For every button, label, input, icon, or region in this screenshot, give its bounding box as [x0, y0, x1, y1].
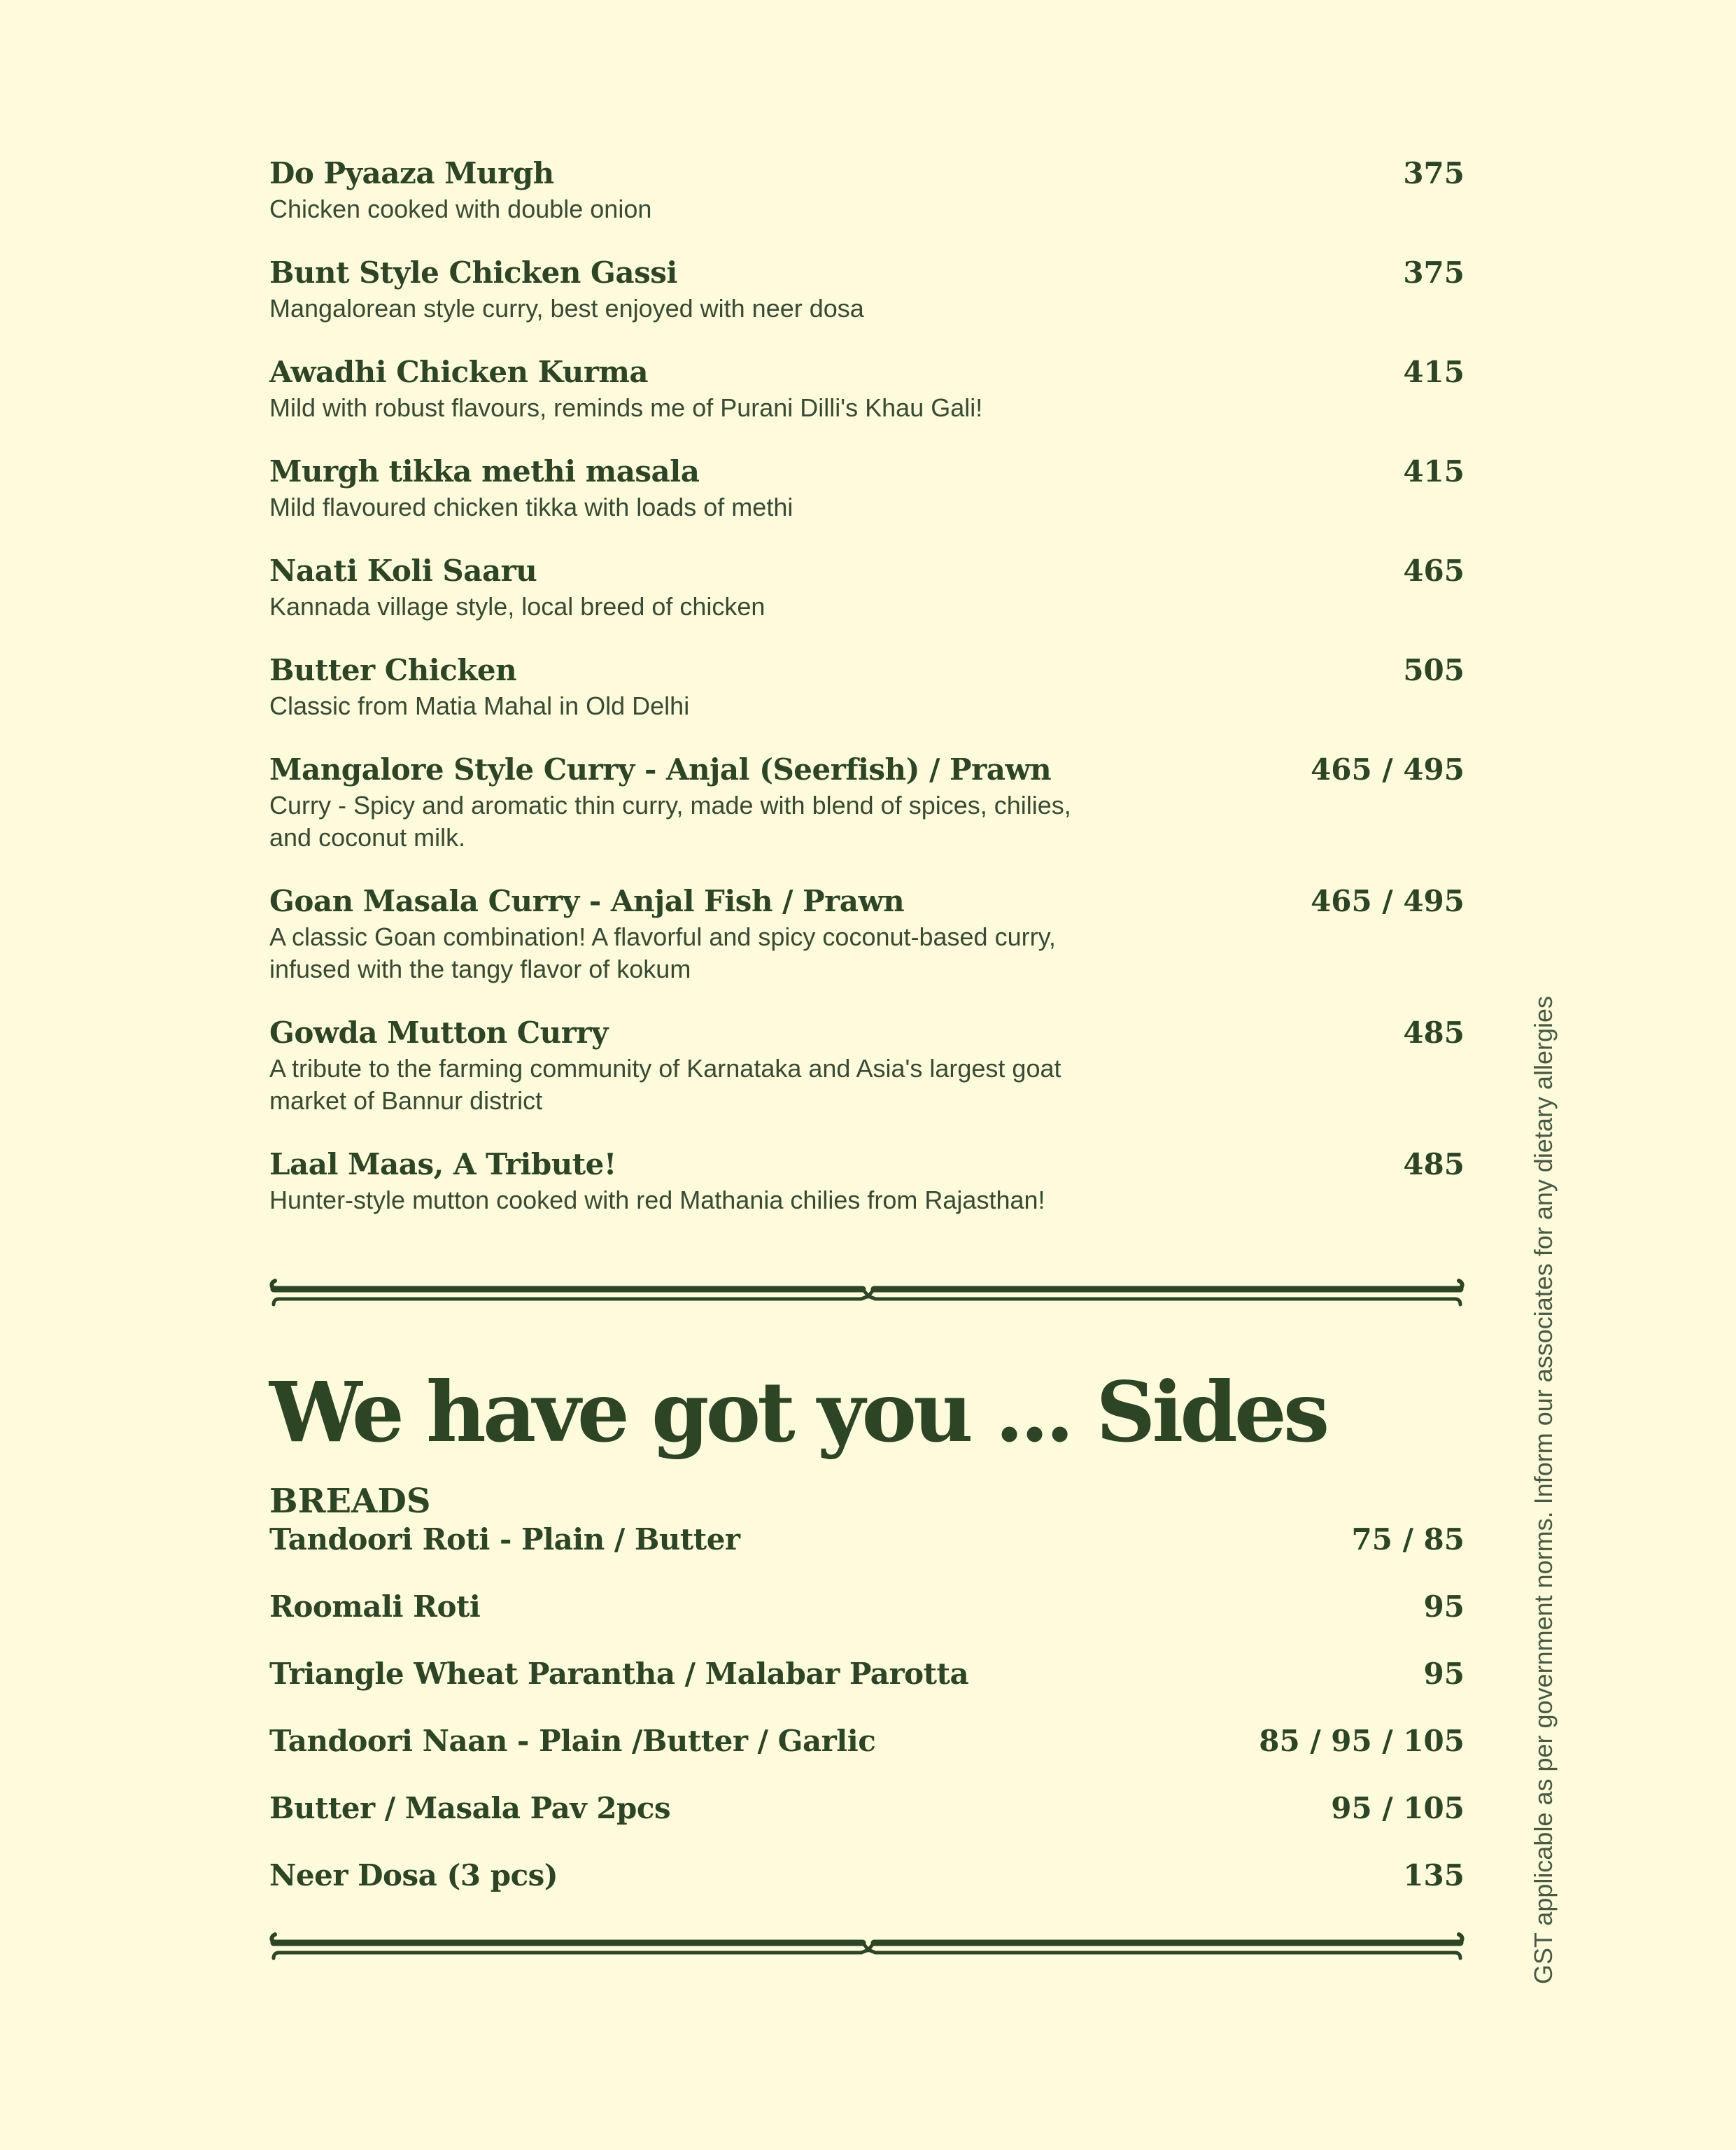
item-name: Neer Dosa (3 pcs) [269, 1858, 558, 1892]
item-name: Goan Masala Curry - Anjal Fish / Prawn [269, 884, 905, 918]
item-name: Tandoori Roti - Plain / Butter [269, 1522, 740, 1557]
mains-list [269, 155, 1465, 1216]
item-description: Kannada village style, local breed of chicken [269, 592, 765, 621]
item-name: Butter Chicken [269, 653, 517, 687]
breads-list [269, 1522, 1465, 1925]
item-name: Mangalore Style Curry - Anjal (Seerfish) / Prawn [269, 752, 1052, 787]
item-price: 485 [1403, 1016, 1465, 1050]
menu-item [269, 1656, 1465, 1723]
item-price: 375 [1403, 255, 1465, 290]
menu-item [269, 652, 1465, 722]
item-description: Mangalorean style curry, best enjoyed with neer dosa [269, 294, 864, 323]
item-description: Classic from Matia Mahal in Old Delhi [269, 691, 690, 720]
item-price: 75 / 85 [1351, 1522, 1465, 1557]
item-price: 95 [1423, 1657, 1465, 1691]
menu-item [269, 155, 1465, 225]
menu-item [269, 1857, 1465, 1925]
section-title: We have got you ... Sides [269, 1363, 1327, 1461]
ornamental-divider [268, 1932, 1466, 1968]
item-name: Bunt Style Chicken Gassi [269, 255, 677, 290]
section-label-breads: BREADS [269, 1482, 431, 1521]
item-description: A tribute to the farming community of Karnataka and Asia's largest goat market of Bannur district [269, 1054, 1061, 1115]
item-name: Laal Maas, A Tribute! [269, 1147, 616, 1181]
item-price: 465 / 495 [1311, 752, 1465, 787]
item-price: 135 [1403, 1858, 1465, 1892]
menu-content [269, 155, 1465, 1968]
item-name: Murgh tikka methi masala [269, 454, 700, 489]
item-price: 375 [1403, 156, 1465, 190]
item-name: Roomali Roti [269, 1589, 481, 1624]
menu-item [269, 1589, 1465, 1656]
item-description: A classic Goan combination! A flavorful and spicy coconut-based curry, infused with the tangy flavor of kokum [269, 922, 1056, 983]
item-price: 505 [1403, 653, 1465, 687]
item-price: 465 / 495 [1311, 884, 1465, 918]
item-name: Do Pyaaza Murgh [269, 156, 554, 190]
item-name: Gowda Mutton Curry [269, 1016, 608, 1050]
item-description: Mild with robust flavours, reminds me of Purani Dilli's Khau Gali! [269, 393, 983, 422]
item-price: 85 / 95 / 105 [1259, 1724, 1465, 1758]
item-name: Naati Koli Saaru [269, 554, 537, 588]
item-name: Awadhi Chicken Kurma [269, 355, 649, 389]
item-description: Chicken cooked with double onion [269, 195, 652, 223]
menu-item [269, 354, 1465, 424]
item-price: 415 [1403, 355, 1465, 389]
item-price: 95 [1423, 1589, 1465, 1624]
item-description: Curry - Spicy and aromatic thin curry, made with blend of spices, chilies, and coconut milk. [269, 791, 1071, 852]
item-name: Tandoori Naan - Plain /Butter / Garlic [269, 1724, 876, 1758]
menu-item [269, 255, 1465, 325]
item-name: Triangle Wheat Parantha / Malabar Parotta [269, 1657, 969, 1691]
menu-item [269, 1015, 1465, 1117]
item-description: Hunter-style mutton cooked with red Mathania chilies from Rajasthan! [269, 1186, 1045, 1214]
item-price: 95 / 105 [1331, 1791, 1465, 1825]
menu-item [269, 1522, 1465, 1589]
gst-footnote: GST applicable as per government norms. Inform our associates for any dietary allergies [1529, 996, 1558, 1984]
menu-item [269, 883, 1465, 985]
menu-item [269, 454, 1465, 524]
item-name: Butter / Masala Pav 2pcs [269, 1791, 671, 1825]
menu-item [269, 1146, 1465, 1216]
ornamental-divider [268, 1278, 1466, 1314]
item-price: 415 [1403, 454, 1465, 489]
item-price: 465 [1403, 554, 1465, 588]
menu-item [269, 1723, 1465, 1790]
item-price: 485 [1403, 1147, 1465, 1181]
item-description: Mild flavoured chicken tikka with loads of methi [269, 493, 793, 521]
menu-item [269, 1790, 1465, 1857]
menu-item [269, 553, 1465, 623]
menu-item [269, 752, 1465, 854]
